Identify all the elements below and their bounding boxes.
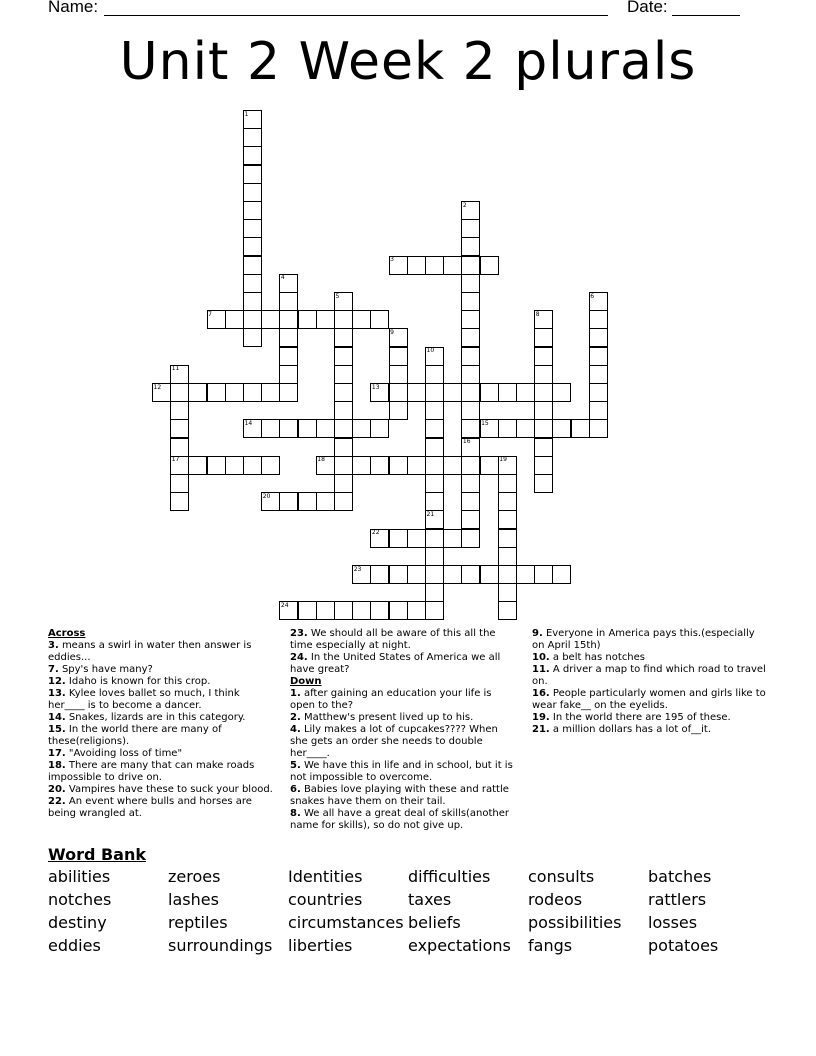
grid-cell[interactable] [334,492,353,511]
word-bank [48,866,768,957]
grid-cell[interactable] [243,183,262,202]
clues-column-1 [48,628,276,820]
grid-cell[interactable] [461,310,480,329]
grid-cell[interactable] [225,310,244,329]
grid-cell[interactable] [461,565,480,584]
grid-cell[interactable] [170,438,189,457]
grid-cell[interactable] [316,419,335,438]
grid-cell[interactable] [370,565,389,584]
clues-column-3 [532,628,768,736]
clues-column-2 [290,628,518,832]
word-bank-item: rodeos [528,890,583,909]
grid-cell[interactable] [170,419,189,438]
across-clue [48,724,276,748]
word-bank-item: rattlers [648,890,707,909]
grid-cell[interactable] [243,256,262,275]
clue-number: 5. [290,760,301,771]
clue-text: Everyone in America pays this.(especially on April 15th) [532,628,755,651]
grid-cell[interactable] [170,383,189,402]
word-bank-item: batches [648,867,712,886]
page-title: Unit 2 Week 2 plurals [119,32,697,92]
down-clue [532,712,768,724]
grid-clue-number: 19 [499,456,507,464]
clue-text: There are many that can make roads impossible to drive on. [48,760,255,783]
down-clue [290,724,518,760]
clue-number: 21. [532,724,550,735]
grid-cell[interactable] [534,474,553,493]
grid-cell[interactable] [498,547,517,566]
clue-text: Babies love playing with these and rattle snakes have them on their tail. [290,784,509,807]
grid-cell[interactable] [480,456,499,475]
grid-cell[interactable] [261,419,280,438]
clue-text: Spy's have many? [58,664,153,675]
across-clues-continued [290,628,518,676]
grid-cell[interactable] [589,401,608,420]
grid-cell[interactable] [243,383,262,402]
grid-cell[interactable] [425,601,444,620]
grid-cell[interactable] [425,565,444,584]
word-bank-item: Identities [288,867,363,886]
grid-cell[interactable] [298,601,317,620]
grid-cell[interactable] [261,383,280,402]
word-bank-item: circumstances [288,913,404,932]
clue-text: Vampires have these to suck your blood. [65,784,273,795]
grid-cell[interactable] [498,601,517,620]
clue-text: A driver a map to find which road to travel on. [532,664,766,687]
grid-cell[interactable] [334,438,353,457]
grid-cell[interactable] [461,456,480,475]
grid-cell[interactable] [352,456,371,475]
grid-cell[interactable] [425,383,444,402]
word-bank-item: abilities [48,867,111,886]
grid-cell[interactable] [461,365,480,384]
clue-number: 16. [532,688,550,699]
grid-cell[interactable] [170,474,189,493]
grid-cell[interactable] [389,456,408,475]
grid-cell[interactable] [516,419,535,438]
across-clue [290,652,518,676]
grid-cell[interactable] [407,456,426,475]
word-bank-item: zeroes [168,867,221,886]
across-clue [290,628,518,652]
grid-cell[interactable] [425,401,444,420]
grid-cell[interactable] [552,383,571,402]
grid-cell[interactable] [571,419,590,438]
grid-cell[interactable] [279,383,298,402]
grid-cell[interactable] [498,383,517,402]
word-bank-item: reptiles [168,913,228,932]
grid-clue-number: 4 [280,274,285,282]
grid-cell[interactable] [334,601,353,620]
word-bank-item: lashes [168,890,219,909]
clue-text: Lily makes a lot of cupcakes???? When she gets an order she needs to double her____. [290,724,498,759]
grid-cell[interactable] [461,510,480,529]
across-heading: Across [48,628,86,639]
grid-cell[interactable] [498,510,517,529]
grid-cell[interactable] [389,401,408,420]
grid-clue-number: 13 [371,383,380,391]
grid-cell[interactable] [334,456,353,475]
grid-cell[interactable] [298,492,317,511]
across-clue [48,784,276,796]
grid-cell[interactable] [279,492,298,511]
grid-cell[interactable] [443,256,462,275]
clue-text: We have this in life and in school, but it is not impossible to overcome. [290,760,513,783]
grid-cell[interactable] [552,565,571,584]
grid-cell[interactable] [334,328,353,347]
grid-cell[interactable] [407,601,426,620]
grid-cell[interactable] [243,328,262,347]
grid-clue-number: 14 [244,419,253,427]
grid-cell[interactable] [225,383,244,402]
grid-cell[interactable] [425,529,444,548]
across-clue [48,640,276,664]
grid-cell[interactable] [243,292,262,311]
across-clue [48,748,276,760]
grid-clue-number: 11 [171,365,180,373]
grid-clue-number: 3 [390,256,394,264]
clue-text: In the world there are 195 of these. [549,712,731,723]
grid-cell[interactable] [498,474,517,493]
grid-cell[interactable] [389,529,408,548]
grid-cell[interactable] [443,529,462,548]
grid-cell[interactable] [534,383,553,402]
clue-number: 3. [48,640,59,651]
grid-cell[interactable] [425,438,444,457]
across-clue [48,760,276,784]
grid-cell[interactable] [589,347,608,366]
grid-cell[interactable] [534,365,553,384]
grid-cell[interactable] [461,492,480,511]
grid-clue-number: 9 [390,328,394,336]
grid-cell[interactable] [461,401,480,420]
grid-cell[interactable] [316,310,335,329]
grid-cell[interactable] [316,601,335,620]
clue-text: means a swirl in water then answer is eddies... [48,640,252,663]
clue-text: We should all be aware of this all the time especially at night. [290,628,496,651]
grid-cell[interactable] [589,310,608,329]
grid-clue-number: 10 [426,347,435,355]
across-clue [48,688,276,712]
grid-cell[interactable] [334,347,353,366]
across-clue [48,676,276,688]
grid-cell[interactable] [498,492,517,511]
word-bank-item: possibilities [528,913,622,932]
grid-cell[interactable] [334,383,353,402]
clue-text: We all have a great deal of skills(another name for skills), so do not give up. [290,808,510,831]
grid-cell[interactable] [261,310,280,329]
clue-text: People particularly women and girls like to wear fake__ on the eyelids. [532,688,766,711]
across-clue [48,796,276,820]
date-label: Date: [627,0,668,16]
grid-cell[interactable] [370,456,389,475]
grid-clue-number: 12 [153,383,162,391]
grid-cell[interactable] [480,383,499,402]
clue-number: 4. [290,724,301,735]
grid-clue-number: 18 [317,456,325,464]
grid-cell[interactable] [461,237,480,256]
grid-cell[interactable] [243,274,262,293]
grid-cell[interactable] [279,419,298,438]
word-bank-item: difficulties [408,867,491,886]
grid-clue-number: 1 [244,110,249,118]
clue-number: 11. [532,664,550,675]
grid-clue-number: 6 [590,292,595,300]
down-clue [290,808,518,832]
grid-cell[interactable] [461,383,480,402]
word-bank-title: Word Bank [48,845,147,864]
word-bank-item: eddies [48,936,101,955]
grid-cell[interactable] [407,565,426,584]
grid-cell[interactable] [443,383,462,402]
grid-cell[interactable] [425,547,444,566]
grid-clue-number: 7 [208,310,212,318]
grid-cell[interactable] [534,438,553,457]
clue-number: 13. [48,688,66,699]
clue-number: 19. [532,712,550,723]
clue-number: 24. [290,652,308,663]
clue-number: 6. [290,784,301,795]
down-clue [532,652,768,664]
grid-cell[interactable] [461,474,480,493]
grid-cell[interactable] [352,601,371,620]
grid-cell[interactable] [407,383,426,402]
down-clue [290,688,518,712]
word-bank-item: losses [648,913,698,932]
clue-number: 2. [290,712,301,723]
clue-text: In the world there are many of these(religions). [48,724,222,747]
clue-number: 22. [48,796,66,807]
grid-cell[interactable] [534,419,553,438]
across-clues [48,640,276,820]
grid-cell[interactable] [279,365,298,384]
grid-cell[interactable] [334,310,353,329]
grid-cell[interactable] [188,456,207,475]
grid-cell[interactable] [298,419,317,438]
grid-cell[interactable] [243,456,262,475]
grid-cell[interactable] [461,529,480,548]
grid-cell[interactable] [589,383,608,402]
grid-cell[interactable] [534,456,553,475]
grid-cell[interactable] [480,256,499,275]
down-clue [290,760,518,784]
grid-cell[interactable] [552,419,571,438]
grid-cell[interactable] [534,347,553,366]
across-clue [48,664,276,676]
grid-cell[interactable] [461,274,480,293]
grid-cell[interactable] [461,219,480,238]
clue-number: 7. [48,664,59,675]
grid-cell[interactable] [589,328,608,347]
word-bank-item: notches [48,890,112,909]
grid-cell[interactable] [334,419,353,438]
grid-cell[interactable] [279,347,298,366]
grid-cell[interactable] [370,601,389,620]
grid-cell[interactable] [370,310,389,329]
grid-clue-number: 21 [426,510,435,518]
grid-cell[interactable] [425,474,444,493]
grid-clue-number: 20 [262,492,271,500]
grid-clue-number: 22 [371,529,380,537]
grid-cell[interactable] [334,401,353,420]
grid-cell[interactable] [279,328,298,347]
down-clue [290,712,518,724]
down-clue [532,664,768,688]
grid-cell[interactable] [498,419,517,438]
grid-cell[interactable] [389,565,408,584]
down-clue [290,784,518,808]
grid-cell[interactable] [370,419,389,438]
clue-number: 9. [532,628,543,639]
grid-cell[interactable] [480,565,499,584]
grid-cell[interactable] [389,347,408,366]
grid-cell[interactable] [389,365,408,384]
grid-cell[interactable] [225,456,244,475]
clue-text: Idaho is known for this crop. [65,676,211,687]
grid-cell[interactable] [243,128,262,147]
grid-cell[interactable] [589,365,608,384]
grid-cell[interactable] [498,565,517,584]
grid-cell[interactable] [443,565,462,584]
word-bank-item: taxes [408,890,452,909]
grid-cell[interactable] [425,456,444,475]
clue-number: 23. [290,628,308,639]
grid-cell[interactable] [589,419,608,438]
clue-number: 17. [48,748,66,759]
grid-cell[interactable] [316,492,335,511]
down-clues [290,688,518,832]
clue-number: 18. [48,760,66,771]
grid-cell[interactable] [243,237,262,256]
grid-cell[interactable] [407,529,426,548]
word-bank-item: expectations [408,936,511,955]
grid-cell[interactable] [461,419,480,438]
down-heading: Down [290,676,322,687]
down-clue [532,724,768,736]
grid-cell[interactable] [243,146,262,165]
grid-cell[interactable] [425,365,444,384]
word-bank-item: potatoes [648,936,719,955]
down-clues-continued [532,628,768,736]
grid-cell[interactable] [425,256,444,275]
grid-cell[interactable] [461,328,480,347]
grid-cell[interactable] [243,219,262,238]
clue-text: In the United States of America we all have great? [290,652,501,675]
grid-cell[interactable] [352,310,371,329]
grid-cell[interactable] [534,565,553,584]
grid-cell[interactable] [425,419,444,438]
grid-cell[interactable] [207,383,226,402]
grid-cell[interactable] [516,383,535,402]
grid-cell[interactable] [534,401,553,420]
down-clue [532,688,768,712]
grid-cell[interactable] [516,565,535,584]
name-label: Name: [48,0,99,16]
grid-cell[interactable] [207,456,226,475]
grid-clue-number: 17 [171,456,180,464]
word-bank-item: beliefs [408,913,461,932]
clue-text: a million dollars has a lot of__it. [549,724,712,735]
grid-cell[interactable] [188,383,207,402]
grid-cell[interactable] [389,601,408,620]
grid-cell[interactable] [461,256,480,275]
grid-cell[interactable] [498,583,517,602]
clue-number: 14. [48,712,66,723]
grid-clue-number: 8 [535,310,540,318]
grid-cell[interactable] [243,201,262,220]
grid-cell[interactable] [279,292,298,311]
clue-text: Matthew's present lived up to his. [300,712,474,723]
grid-clue-number: 5 [335,292,340,300]
clue-text: after gaining an education your life is open to the? [290,688,492,711]
grid-cell[interactable] [443,456,462,475]
grid-clue-number: 15 [481,419,489,427]
clue-text: "Avoiding loss of time" [65,748,183,759]
grid-cell[interactable] [461,292,480,311]
grid-clue-number: 23 [353,565,362,573]
word-bank-item: surroundings [168,936,273,955]
grid-cell[interactable] [389,383,408,402]
grid-clue-number: 16 [462,438,471,446]
grid-cell[interactable] [498,529,517,548]
clue-number: 15. [48,724,66,735]
down-clue [532,628,768,652]
grid-cell[interactable] [461,347,480,366]
word-bank-item: fangs [528,936,573,955]
word-bank-item: consults [528,867,595,886]
clue-number: 8. [290,808,301,819]
grid-cell[interactable] [261,456,280,475]
clue-text: a belt has notches [549,652,646,663]
grid-cell[interactable] [334,365,353,384]
grid-cell[interactable] [352,419,371,438]
grid-cell[interactable] [170,401,189,420]
grid-cell[interactable] [534,328,553,347]
grid-cell[interactable] [279,310,298,329]
grid-cell[interactable] [243,165,262,184]
grid-cell[interactable] [170,492,189,511]
grid-cell[interactable] [425,583,444,602]
word-bank-item: countries [288,890,363,909]
grid-cell[interactable] [425,492,444,511]
grid-cell[interactable] [243,310,262,329]
across-clue [48,712,276,724]
clue-number: 20. [48,784,66,795]
clue-text: Snakes, lizards are in this category. [65,712,246,723]
grid-clue-number: 24 [280,601,289,609]
grid-clue-number: 2 [462,201,467,209]
clue-text: Kylee loves ballet so much, I think her____ is to become a dancer. [48,688,240,711]
clue-number: 1. [290,688,301,699]
word-bank-item: liberties [288,936,353,955]
word-bank-item: destiny [48,913,107,932]
grid-cell[interactable] [298,310,317,329]
grid-cell[interactable] [334,474,353,493]
clue-text: An event where bulls and horses are being wrangled at. [48,796,252,819]
clue-number: 10. [532,652,550,663]
clue-number: 12. [48,676,66,687]
grid-cell[interactable] [407,256,426,275]
